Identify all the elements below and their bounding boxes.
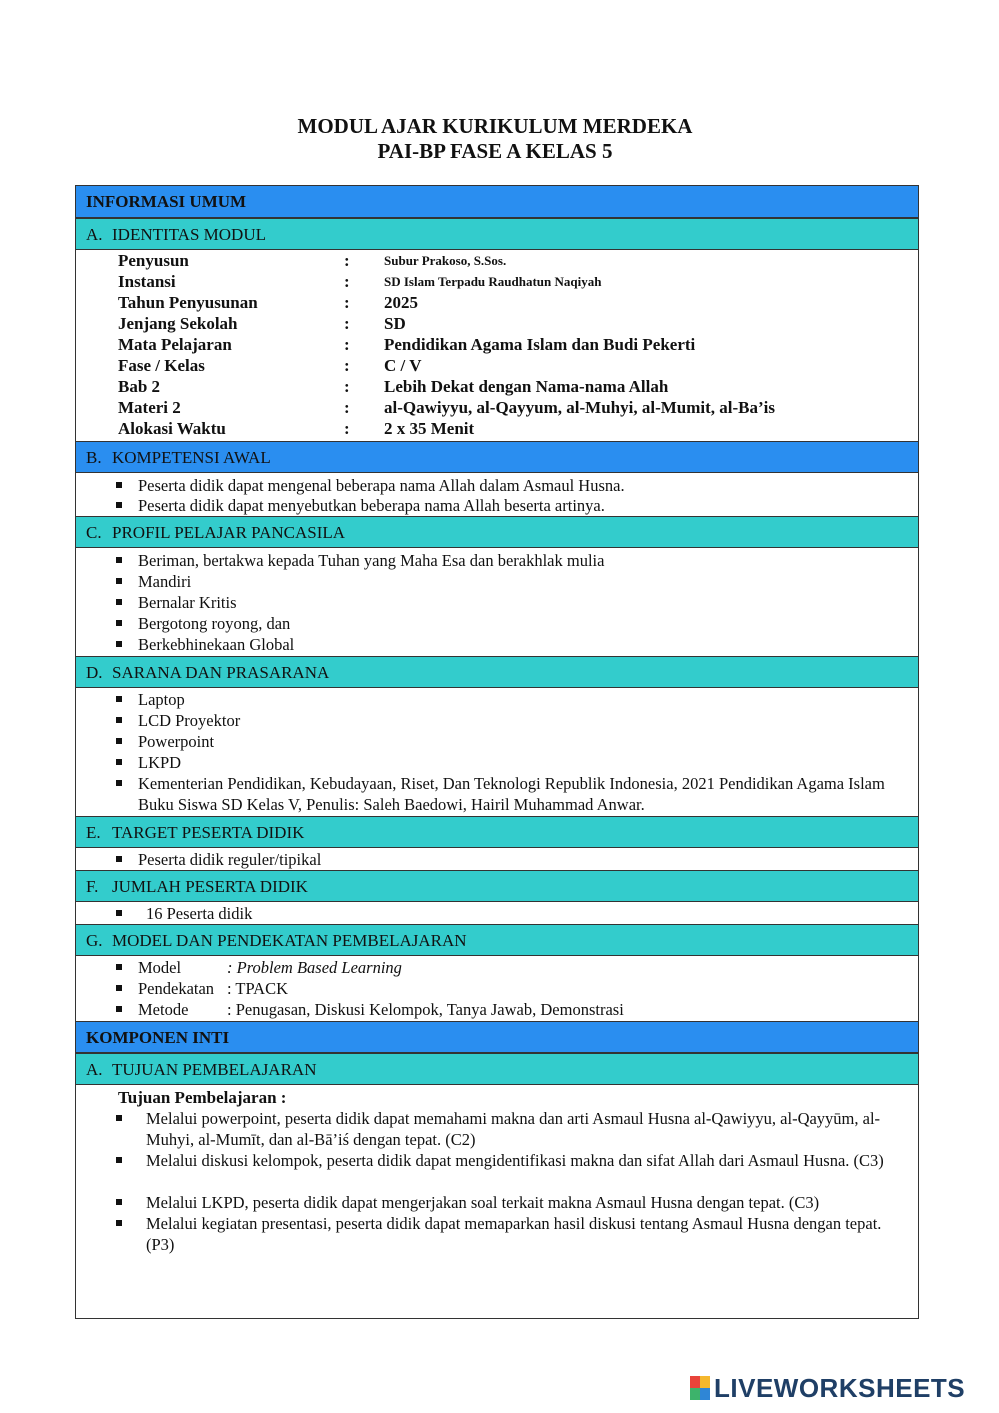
identitas-label: Materi 2: [118, 398, 181, 417]
list-item: [116, 634, 294, 655]
list-item: [116, 689, 185, 710]
bullet-icon: [116, 759, 122, 765]
list-item: [116, 731, 214, 752]
identitas-value: Lebih Dekat dengan Nama-nama Allah: [384, 377, 669, 396]
identitas-value: SD Islam Terpadu Raudhatun Naqiyah: [384, 274, 602, 289]
list-item: [116, 978, 288, 999]
list-item: [116, 613, 290, 634]
identitas-value: Pendidikan Agama Islam dan Budi Pekerti: [384, 335, 696, 354]
bullet-icon: [116, 910, 122, 916]
identitas-label: Tahun Penyusunan: [118, 293, 258, 312]
list-item: [116, 495, 605, 516]
section-sarana-prasarana: [76, 656, 918, 688]
identitas-colon: :: [344, 377, 350, 396]
section-title: KOMPONEN INTI: [86, 1028, 230, 1047]
list-item: [116, 957, 402, 978]
bullet-icon: [116, 856, 122, 862]
identitas-label: Alokasi Waktu: [118, 419, 226, 438]
bullet-icon: [116, 717, 122, 723]
identitas-colon: :: [344, 398, 350, 417]
section-letter: A.: [86, 225, 103, 244]
document-subtitle: PAI-BP FASE A KELAS 5: [377, 139, 613, 163]
list-item-text: Peserta didik dapat menyebutkan beberapa nama Allah beserta artinya.: [138, 496, 605, 515]
list-item-text: Powerpoint: [138, 732, 215, 751]
model-value: : Problem Based Learning: [227, 958, 402, 977]
identitas-colon: :: [344, 293, 350, 312]
list-item: [116, 999, 624, 1020]
identitas-colon: :: [344, 272, 350, 291]
list-item-text: Mandiri: [138, 572, 192, 591]
section-title: IDENTITAS MODUL: [112, 225, 266, 244]
identitas-colon: :: [344, 251, 350, 270]
section-profil-pelajar-pancasila: [76, 516, 918, 548]
bullet-icon: [116, 1199, 122, 1205]
section-kompetensi-awal: [76, 441, 918, 473]
list-item-text: Berkebhinekaan Global: [138, 635, 295, 654]
list-item: [116, 475, 625, 496]
identitas-colon: :: [344, 419, 350, 438]
logo-text: LIVEWORKSHEETS: [714, 1373, 966, 1403]
bullet-icon: [116, 1220, 122, 1226]
identitas-value: 2 x 35 Menit: [384, 419, 475, 438]
list-item-text: Kementerian Pendidikan, Kebudayaan, Riset, Dan Teknologi Republik Indonesia, 2021 Pendidikan Agama Islam Buku Siswa SD Kelas V, Penulis: Saleh Baedowi, Hairil Muhammad Anwar.: [138, 774, 885, 814]
section-letter: G.: [86, 931, 103, 950]
section-title: PROFIL PELAJAR PANCASILA: [112, 523, 346, 542]
bullet-icon: [116, 502, 122, 508]
section-title: SARANA DAN PRASARANA: [112, 663, 330, 682]
list-item: [116, 752, 181, 773]
model-label: Model: [138, 958, 182, 977]
list-item-text: Melalui LKPD, peserta didik dapat mengerjakan soal terkait makna Asmaul Husna dengan tepat. (C3): [146, 1193, 820, 1212]
section-letter: C.: [86, 523, 102, 542]
bullet-icon: [116, 557, 122, 563]
section-title: KOMPETENSI AWAL: [112, 448, 271, 467]
bullet-icon: [116, 599, 122, 605]
list-item: [116, 1108, 886, 1150]
list-item-text: Beriman, bertakwa kepada Tuhan yang Maha Esa dan berakhlak mulia: [138, 551, 605, 570]
bullet-icon: [116, 985, 122, 991]
bullet-icon: [116, 1006, 122, 1012]
bullet-icon: [116, 578, 122, 584]
list-item-text: Melalui kegiatan presentasi, peserta didik dapat memaparkan hasil diskusi tentang Asmaul Husna dengan tepat. (P3): [146, 1214, 882, 1254]
list-item-text: Laptop: [138, 690, 185, 709]
list-item-text: LCD Proyektor: [138, 711, 241, 730]
list-item: [116, 903, 252, 924]
section-title: JUMLAH PESERTA DIDIK: [112, 877, 308, 896]
section-title: INFORMASI UMUM: [86, 192, 247, 211]
identitas-value: al-Qawiyyu, al-Qayyum, al-Muhyi, al-Mumit, al-Ba’is: [384, 398, 775, 417]
section-letter: D.: [86, 663, 103, 682]
list-item-text: Melalui diskusi kelompok, peserta didik dapat mengidentifikasi makna dan sifat Allah dari Asmaul Husna. (C3): [146, 1151, 884, 1170]
list-item: [116, 592, 237, 613]
section-jumlah-peserta-didik: [76, 870, 918, 902]
identitas-label: Instansi: [118, 272, 176, 291]
bullet-icon: [116, 738, 122, 744]
list-item: [116, 550, 604, 571]
list-item-text: Peserta didik reguler/tipikal: [138, 850, 322, 869]
identitas-colon: :: [344, 314, 350, 333]
tujuan-heading: Tujuan Pembelajaran :: [118, 1088, 287, 1107]
bullet-icon: [116, 641, 122, 647]
section-letter: F.: [86, 877, 99, 896]
identitas-label: Jenjang Sekolah: [118, 314, 238, 333]
bullet-icon: [116, 780, 122, 786]
module-table: [75, 185, 919, 1319]
identitas-label: Fase / Kelas: [118, 356, 205, 375]
identitas-colon: :: [344, 356, 350, 375]
logo-square-icon: [690, 1376, 700, 1388]
section-letter: A.: [86, 1060, 103, 1079]
list-item: [116, 773, 898, 815]
section-identitas-modul: [76, 218, 918, 250]
bullet-icon: [116, 964, 122, 970]
logo-square-icon: [700, 1388, 710, 1400]
identitas-label: Mata Pelajaran: [118, 335, 232, 354]
identitas-value: SD: [384, 314, 406, 333]
logo-square-icon: [700, 1376, 710, 1388]
document-title: MODUL AJAR KURIKULUM MERDEKA: [297, 114, 693, 138]
section-model-pendekatan: [76, 924, 918, 956]
bullet-icon: [116, 482, 122, 488]
bullet-icon: [116, 696, 122, 702]
model-label: Metode: [138, 1000, 189, 1019]
logo-mark-icon: [690, 1376, 710, 1400]
list-item: [116, 849, 321, 870]
liveworksheets-logo[interactable]: [690, 1374, 965, 1402]
model-label: Pendekatan: [138, 979, 215, 998]
list-item: [116, 571, 191, 592]
section-informasi-umum: [76, 186, 918, 218]
bullet-icon: [116, 1157, 122, 1163]
model-value: : Penugasan, Diskusi Kelompok, Tanya Jawab, Demonstrasi: [227, 1000, 624, 1019]
identitas-colon: :: [344, 335, 350, 354]
section-komponen-inti: [76, 1021, 918, 1053]
bullet-icon: [116, 620, 122, 626]
identitas-value: C / V: [384, 356, 422, 375]
section-title: MODEL DAN PENDEKATAN PEMBELAJARAN: [112, 931, 467, 950]
identitas-value: 2025: [384, 293, 418, 312]
list-item-text: Melalui powerpoint, peserta didik dapat memahami makna dan arti Asmaul Husna al-Qawiyyu, al-Qayyūm, al-Muhyi, al-Mumīt, dan al-Bā’iś dengan tepat. (C2): [146, 1109, 881, 1149]
list-item-text: LKPD: [138, 753, 182, 772]
list-item: [116, 1213, 886, 1255]
list-item: [116, 1150, 886, 1171]
identitas-label: Penyusun: [118, 251, 189, 270]
section-tujuan-pembelajaran: [76, 1053, 918, 1085]
list-item-text: Bergotong royong, dan: [138, 614, 291, 633]
identitas-value: Subur Prakoso, S.Sos.: [384, 253, 507, 268]
list-item: [116, 710, 240, 731]
list-item: [116, 1192, 819, 1213]
logo-square-icon: [690, 1388, 700, 1400]
section-letter: E.: [86, 823, 101, 842]
list-item-text: Peserta didik dapat mengenal beberapa nama Allah dalam Asmaul Husna.: [138, 476, 625, 495]
section-letter: B.: [86, 448, 102, 467]
list-item-text: 16 Peserta didik: [146, 904, 253, 923]
section-title: TUJUAN PEMBELAJARAN: [112, 1060, 317, 1079]
model-value: : TPACK: [227, 979, 288, 998]
identitas-label: Bab 2: [118, 377, 161, 396]
section-target-peserta-didik: [76, 816, 918, 848]
section-title: TARGET PESERTA DIDIK: [112, 823, 305, 842]
list-item-text: Bernalar Kritis: [138, 593, 237, 612]
bullet-icon: [116, 1115, 122, 1121]
